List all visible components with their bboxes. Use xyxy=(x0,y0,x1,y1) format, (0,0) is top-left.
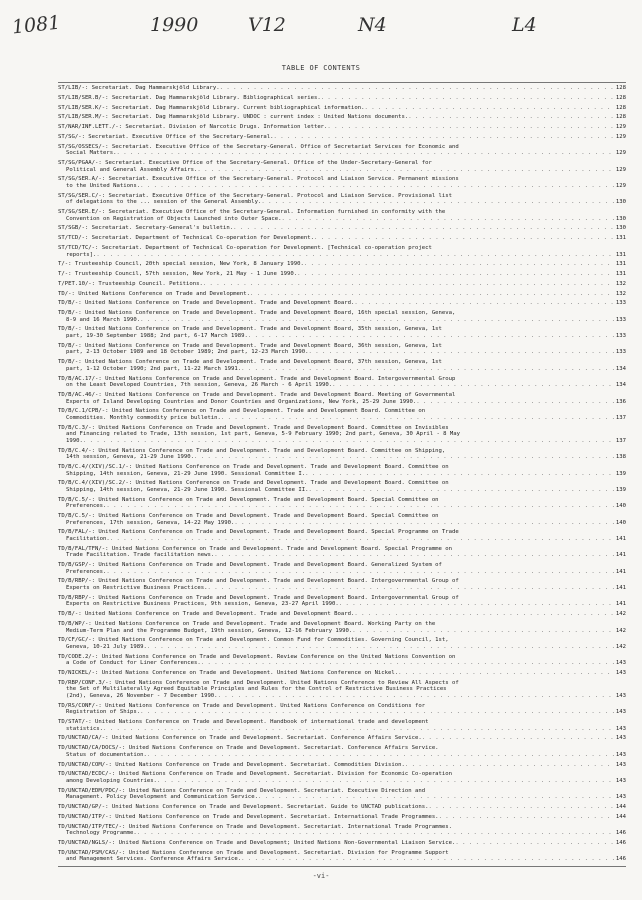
toc-entry xyxy=(58,814,626,821)
toc-entry-text: TD/B/AC.46/-: United Nations Conference on Trade and Development. Trade and Development Board. Meeting of Governmental xyxy=(58,391,456,398)
toc-page-number: 143 xyxy=(615,709,626,716)
toc-entry-text: TD/NICKEL/-: United Nations Conference on Trade and Development. United Nations Conference on Nickel. xyxy=(58,670,399,677)
toc-entry-text: a Code of Conduct for Liner Conferences. xyxy=(66,660,201,667)
toc-entry-text: TD/B/-: United Nations Conference on Trade and Development. Trade and Development Board, 35th session, Geneva, 1st xyxy=(58,326,442,333)
dot-leader xyxy=(106,503,613,510)
toc-entry xyxy=(58,144,626,157)
toc-entry-text: TD/B/C.3/-: United Nations Conference on Trade and Development. Trade and Development Board. Committee on Invisibles xyxy=(58,424,449,431)
handwritten-annotation: V12 xyxy=(248,14,286,36)
toc-entry-text: TD/UNCTAD/ITP/-: United Nations Conference on Trade and Development. Secretariat. International Trade Programmes. xyxy=(58,813,439,820)
toc-page-number: 142 xyxy=(615,611,626,618)
toc-entry xyxy=(58,621,626,634)
toc-entry xyxy=(58,497,626,510)
toc-entry-text: ST/SG/SER.A/-: Secretariat. Executive Office of the Secretary-General. Protocol and Liaison Service. Permanent missions xyxy=(58,176,459,183)
toc-entry-text: ST/SGB/-: Secretariat. Secretary-General's bulletin. xyxy=(58,225,234,232)
toc-page-number: 143 xyxy=(615,794,626,801)
table-of-contents xyxy=(58,85,626,863)
toc-page-number: 133 xyxy=(615,300,626,307)
bottom-rule xyxy=(58,866,626,867)
toc-entry-text: Experts on Restrictive Business Practices, 9th session, Geneva, 23-27 April 1990. xyxy=(66,601,339,608)
toc-page-number: 132 xyxy=(615,290,626,297)
toc-entry xyxy=(58,105,626,112)
toc-entry-text: Convention on Registration of Objects Launched into Outer Space. xyxy=(66,215,282,222)
toc-entry-text: part, 19-30 September 1988; 2nd part, 6-17 March 1989. xyxy=(66,333,248,340)
dot-leader xyxy=(201,660,614,667)
toc-entry xyxy=(58,176,626,189)
toc-entry-text: TD/B/C.4/(XIV)/SC.1/-: United Nations Conference on Trade and Development. Trade and Development Board. Committee on xyxy=(58,463,449,470)
dot-leader xyxy=(241,366,614,373)
toc-page-number: 137 xyxy=(615,414,626,421)
dot-leader xyxy=(354,300,614,307)
toc-entry-text: TD/B/C.5/-: United Nations Conference on Trade and Development. Trade and Development Board. Special Committee on xyxy=(58,513,439,520)
toc-page-number: 140 xyxy=(615,519,626,526)
toc-entry-text: Status of documentation. xyxy=(66,751,147,758)
toc-entry-text: TD/B/C.1/CPB/-: United Nations Conference on Trade and Development. Trade and Development Board. Committee on xyxy=(58,408,426,415)
dot-leader xyxy=(233,225,614,232)
toc-entry xyxy=(58,735,626,742)
dot-leader xyxy=(106,569,613,576)
toc-page-number: 141 xyxy=(615,552,626,559)
toc-page-number: 131 xyxy=(615,261,626,268)
dot-leader xyxy=(405,762,614,769)
toc-entry xyxy=(58,408,626,421)
dot-leader xyxy=(220,85,614,92)
toc-entry-text: ST/NAR/INF.LETT./-: Secretariat. Division of Narcotic Drugs. Information letter. xyxy=(58,124,328,131)
dot-leader xyxy=(439,814,614,821)
toc-page-number: 139 xyxy=(615,486,626,493)
toc-page-number: 139 xyxy=(615,470,626,477)
toc-page-number: 142 xyxy=(615,627,626,634)
toc-page-number: 131 xyxy=(615,251,626,258)
toc-entry-text: TD/B/GSP/-: United Nations Conference on Trade and Development. Trade and Development Board. Generalized System of xyxy=(58,562,442,569)
toc-page-number: 134 xyxy=(615,365,626,372)
toc-entry xyxy=(58,703,626,716)
dot-leader xyxy=(354,611,614,618)
toc-page-number: 140 xyxy=(615,503,626,510)
toc-entry xyxy=(58,271,626,278)
toc-page-number: 146 xyxy=(615,856,626,863)
dot-leader xyxy=(408,114,614,121)
toc-entry-text: TD/B/-: United Nations Conference on Trade and Development. Trade and Development Board. xyxy=(58,300,355,307)
dot-leader xyxy=(274,134,614,141)
toc-entry xyxy=(58,745,626,758)
toc-entry xyxy=(58,840,626,847)
dot-leader xyxy=(203,281,614,288)
toc-page-number: 129 xyxy=(615,133,626,140)
toc-entry-text: ST/SG/SER.E/-: Secretariat. Executive Office of the Secretary-General. Information furnished in conformity with the xyxy=(58,209,446,216)
toc-page-number: 129 xyxy=(615,182,626,189)
toc-page-number: 130 xyxy=(615,199,626,206)
dot-leader xyxy=(140,183,614,190)
toc-entry-text: to the United Nations. xyxy=(66,182,141,189)
toc-entry-text: TD/RBP/CONF.3/-: United Nations Conference on Trade and Development. United Nations Conference to Review All Aspects of xyxy=(58,679,459,686)
toc-entry-text: TD/B/FAL/-: United Nations Conference on Trade and Development. Trade and Development Board. Special Programme on Trade xyxy=(58,529,459,536)
toc-entry-text: TD/UNCTAD/NGLS/-: United Nations Conference on Trade and Development; United Nations Non-Governmental Liaison Service. xyxy=(58,839,456,846)
toc-page-number: 143 xyxy=(615,725,626,732)
handwritten-annotation: L4 xyxy=(512,14,537,36)
toc-page-number: 143 xyxy=(615,735,626,742)
toc-entry-text: Geneva, 10-21 July 1989. xyxy=(66,643,147,650)
dot-leader xyxy=(398,670,614,677)
toc-page-number: 143 xyxy=(615,670,626,677)
toc-entry-text: Facilitation. xyxy=(66,535,110,542)
toc-entry xyxy=(58,124,626,131)
toc-entry-text: 1990. xyxy=(66,437,83,444)
handwritten-annotation: 1990 xyxy=(150,14,199,36)
toc-entry-text: TD/B/C.4/-: United Nations Conference on Trade and Development. Trade and Development Board. Committee on Shipping, xyxy=(58,447,446,454)
toc-entry-text: of delegations to the ... session of the General Assembly. xyxy=(66,199,262,206)
dot-leader xyxy=(147,752,614,759)
toc-entry xyxy=(58,850,626,863)
toc-entry-text: TD/B/-: United Nations Conference on Trade and Development. Trade and Development Board, 37th session, Geneva, 1st xyxy=(58,359,442,366)
toc-entry xyxy=(58,513,626,526)
dot-leader xyxy=(321,95,614,102)
dot-leader xyxy=(364,105,613,112)
dot-leader xyxy=(314,235,614,242)
dot-leader xyxy=(455,840,613,847)
toc-page-number: 146 xyxy=(615,839,626,846)
toc-entry xyxy=(58,824,626,837)
toc-entry-text: statistics. xyxy=(66,725,104,732)
toc-page-number: 144 xyxy=(615,804,626,811)
dot-leader xyxy=(422,735,614,742)
toc-entry-text: TD/B/RBP/-: United Nations Conference on Trade and Development. Trade and Development Board. Intergovernmental Group of xyxy=(58,578,459,585)
toc-entry-text: ST/TCD/-: Secretariat. Department of Technical Co-operation for Development. xyxy=(58,235,314,242)
toc-entry xyxy=(58,392,626,405)
toc-entry-text: ST/TCD/TC/-: Secretariat. Department of Technical Co-operation for Development. [Technical co-operation project xyxy=(58,244,432,251)
toc-entry-text: TD/UNCTAD/CA/DOCS/-: United Nations Conference on Trade and Development. Secretariat. Conference Affairs Service. xyxy=(58,745,439,752)
toc-entry-text: 8-9 and 16 March 1990. xyxy=(66,316,141,323)
toc-entry xyxy=(58,546,626,559)
toc-page-number: 141 xyxy=(615,585,626,592)
dot-leader xyxy=(308,349,613,356)
dot-leader xyxy=(117,150,614,157)
toc-entry-text: ST/SG/SER.C/-: Secretariat. Executive Office of the Secretary-General. Protocol and Liaison Service. Provisional list xyxy=(58,192,453,199)
toc-entry xyxy=(58,281,626,288)
dot-leader xyxy=(214,552,614,559)
dot-leader xyxy=(297,271,614,278)
toc-entry xyxy=(58,310,626,323)
toc-entry xyxy=(58,480,626,493)
toc-entry-text: the Set of Multilaterally Agreed Equitable Principles and Rules for the Control of Restrictive Business Practices xyxy=(66,686,447,693)
toc-entry-text: and Financing related to Trade, 13th session, 1st part, Geneva, 5-9 February 1990; 2nd part, Geneva, 30 April - 8 May xyxy=(66,431,461,438)
toc-page-number: 129 xyxy=(615,124,626,131)
toc-entry xyxy=(58,85,626,92)
toc-page-number: 128 xyxy=(615,114,626,121)
toc-entry-text: TD/B/-: United Nations Conference on Trade and Development. Trade and Development Board, 16th special session, Geneva, xyxy=(58,310,456,317)
toc-entry-text: TD/B/RBP/-: United Nations Conference on Trade and Development. Trade and Development Board. Intergovernmental Group of xyxy=(58,594,459,601)
handwritten-annotation: N4 xyxy=(358,14,387,36)
toc-page-number: 134 xyxy=(615,382,626,389)
toc-entry-text: Management. Policy Development and Communication Service. xyxy=(66,794,258,801)
dot-leader xyxy=(218,693,614,700)
toc-entry-text: ST/SG/-: Secretariat. Executive Office of the Secretary-General. xyxy=(58,133,274,140)
dot-leader xyxy=(352,628,614,635)
toc-entry-text: reports]. xyxy=(66,251,97,258)
toc-page-number: 138 xyxy=(615,454,626,461)
dot-leader xyxy=(197,167,614,174)
toc-page-number: 132 xyxy=(615,280,626,287)
toc-entry xyxy=(58,611,626,618)
toc-entry-text: Commodities. Monthly commodity price bulletin. xyxy=(66,414,221,421)
toc-entry xyxy=(58,680,626,700)
toc-entry xyxy=(58,762,626,769)
toc-entry xyxy=(58,637,626,650)
toc-entry-text: Shipping, 14th session, Geneva, 21-29 June 1990. Sessional Committee II. xyxy=(66,486,309,493)
toc-entry-text: TD/UNCTAD/COM/-: United Nations Conference on Trade and Development. Secretariat. Commodities Division. xyxy=(58,761,405,768)
toc-entry xyxy=(58,300,626,307)
toc-entry xyxy=(58,654,626,667)
toc-entry-text: Medium-Term Plan and the Programme Budget, 19th session, Geneva, 12-16 February 1990. xyxy=(66,627,353,634)
toc-entry-text: TD/UNCTAD/EDM/PDC/-: United Nations Conference on Trade and Development. Secretariat. Executive Direction and xyxy=(58,787,426,794)
toc-page-number: 130 xyxy=(615,225,626,232)
dot-leader xyxy=(304,261,614,268)
toc-entry xyxy=(58,225,626,232)
toc-entry-text: T/-: Trusteeship Council, 57th session, New York, 21 May - 1 June 1990. xyxy=(58,271,298,278)
toc-entry-text: TD/B/C.5/-: United Nations Conference on Trade and Development. Trade and Development Board. Special Committee on xyxy=(58,496,439,503)
toc-page-number: 128 xyxy=(615,94,626,101)
dot-leader xyxy=(416,399,614,406)
dot-leader xyxy=(282,216,614,223)
toc-page-number: 130 xyxy=(615,215,626,222)
dot-leader xyxy=(241,856,614,863)
dot-leader xyxy=(258,794,614,801)
toc-entry xyxy=(58,95,626,102)
toc-entry-text: Registration of Ships. xyxy=(66,709,141,716)
dot-leader xyxy=(250,291,614,298)
toc-entry-text: among Developing Countries. xyxy=(66,777,157,784)
toc-entry-text: Preferences. xyxy=(66,503,107,510)
toc-entry-text: ST/SG/OSSECS/-: Secretariat. Executive Office of the Secretary-General. Office of Secretariat Services for Economic and xyxy=(58,143,459,150)
toc-entry-text: TD/UNCTAD/GP/-: United Nations Conference on Trade and Development. Secretariat. Guide to UNCTAD publications. xyxy=(58,804,429,811)
toc-entry-text: TD/B/C.4/(XIV)/SC.2/-: United Nations Conference on Trade and Development. Trade and Development Board. Committee on xyxy=(58,480,449,487)
toc-entry xyxy=(58,326,626,339)
toc-entry xyxy=(58,209,626,222)
toc-page-number: 131 xyxy=(615,235,626,242)
toc-entry-text: T/-: Trusteeship Council, 20th special session, New York, 8 January 1990. xyxy=(58,261,304,268)
toc-page-number: 137 xyxy=(615,437,626,444)
toc-entry-text: TD/UNCTAD/CA/-: United Nations Conference on Trade and Development. Secretariat. Conference Affairs Service. xyxy=(58,735,422,742)
toc-entry-text: 14th session, Geneva, 21-29 June 1990. xyxy=(66,454,194,461)
toc-entry xyxy=(58,376,626,389)
toc-entry xyxy=(58,448,626,461)
toc-page-number: 129 xyxy=(615,166,626,173)
handwritten-annotation: 1081 xyxy=(10,11,62,39)
toc-page-number: 133 xyxy=(615,333,626,340)
toc-entry-text: ST/SG/PGAA/-: Secretariat. Executive Office of the Secretary-General. Office of the Under-Secretary-General for xyxy=(58,159,432,166)
toc-entry-text: ST/LIB/SER.B/-: Secretariat. Dag Hammarskjöld Library. Bibliographical series. xyxy=(58,94,321,101)
toc-page-number: 128 xyxy=(615,104,626,111)
dot-leader xyxy=(207,585,613,592)
dot-leader xyxy=(140,317,614,324)
toc-page-number: 141 xyxy=(615,601,626,608)
toc-entry-text: ST/LIB/-: Secretariat. Dag Hammarskjöld Library. xyxy=(58,85,220,91)
toc-entry xyxy=(58,788,626,801)
toc-entry-text: part, 2-13 October 1989 and 18 October 1989; 2nd part, 12-23 March 1990. xyxy=(66,349,309,356)
toc-page-number: 143 xyxy=(615,777,626,784)
dot-leader xyxy=(137,830,614,837)
dot-leader xyxy=(234,520,614,527)
toc-page-number: 142 xyxy=(615,643,626,650)
toc-entry-text: TD/B/-: United Nations Conference on Trade and Development. Trade and Development Board, 36th session, Geneva, 1st xyxy=(58,342,442,349)
toc-entry xyxy=(58,719,626,732)
toc-entry xyxy=(58,562,626,575)
toc-entry xyxy=(58,235,626,242)
toc-entry-text: Social Matters. xyxy=(66,150,117,157)
toc-entry-text: ST/LIB/SER.M/-: Secretariat. Dag Hammarskjöld Library. UNDOC : current index : United Nations documents. xyxy=(58,114,409,121)
dot-leader xyxy=(110,536,614,543)
toc-entry-text: TD/STAT/-: United Nations Conference on Trade and Development. Handbook of international trade and development xyxy=(58,719,429,726)
toc-page-number: 141 xyxy=(615,568,626,575)
dot-leader xyxy=(308,487,613,494)
toc-entry-text: TD/UNCTAD/PSM/CAS/-: United Nations Conference on Trade and Development. Secretariat. Division for Programme Support xyxy=(58,849,449,856)
toc-entry xyxy=(58,670,626,677)
toc-entry xyxy=(58,291,626,298)
toc-page-number: 143 xyxy=(615,692,626,699)
toc-entry xyxy=(58,134,626,141)
toc-entry-text: TD/CF/GC/-: United Nations Conference on Trade and Development. Common Fund for Commodities. Governing Council, 1st, xyxy=(58,637,449,644)
toc-entry-text: on the Least Developed Countries, 7th session, Geneva, 26 March - 6 April 1990. xyxy=(66,382,333,389)
dot-leader xyxy=(332,382,614,389)
toc-page-number: 146 xyxy=(615,830,626,837)
dot-leader xyxy=(157,778,614,785)
dot-leader xyxy=(194,454,614,461)
toc-entry-text: and Management Services. Conference Affairs Service. xyxy=(66,856,242,863)
toc-page-number: 133 xyxy=(615,349,626,356)
toc-entry-text: TD/CODE.2/-: United Nations Conference on Trade and Development. Review Conference on the United Nations Convention on xyxy=(58,653,456,660)
toc-entry-text: TD/B/WP/-: United Nations Conference on Trade and Development. Trade and Development Board. Working Party on the xyxy=(58,620,436,627)
toc-entry-text: ST/LIB/SER.K/-: Secretariat. Dag Hammarskjöld Library. Current bibliographical information. xyxy=(58,104,365,111)
toc-entry xyxy=(58,578,626,591)
toc-entry xyxy=(58,425,626,445)
toc-entry-text: Shipping, 14th session, Geneva, 21-29 June 1990. Sessional Committee I. xyxy=(66,470,306,477)
dot-leader xyxy=(327,124,613,131)
dot-leader xyxy=(147,644,614,651)
toc-entry xyxy=(58,245,626,258)
dot-leader xyxy=(261,199,614,206)
toc-entry xyxy=(58,160,626,173)
dot-leader xyxy=(140,709,614,716)
dot-leader xyxy=(103,726,614,733)
toc-page-number: 131 xyxy=(615,271,626,278)
toc-entry xyxy=(58,464,626,477)
toc-page-number: 141 xyxy=(615,535,626,542)
toc-entry xyxy=(58,804,626,811)
toc-page-number: 144 xyxy=(615,813,626,820)
toc-page-number: 129 xyxy=(615,150,626,157)
toc-entry xyxy=(58,114,626,121)
toc-page-number: 128 xyxy=(615,85,626,91)
toc-page-number: 133 xyxy=(615,316,626,323)
dot-leader xyxy=(221,415,614,422)
dot-leader xyxy=(96,252,614,259)
dot-leader xyxy=(83,438,614,445)
toc-entry xyxy=(58,771,626,784)
toc-entry-text: Experts on Restrictive Business Practices. xyxy=(66,585,208,592)
toc-entry-text: TD/RS/CONF/-: United Nations Conference on Trade and Development. United Nations Conference on Conditions for xyxy=(58,702,426,709)
toc-entry xyxy=(58,359,626,372)
top-rule xyxy=(58,82,626,83)
toc-entry-text: Preferences, 17th session, Geneva, 14-22 May 1990. xyxy=(66,519,235,526)
page-number: -vi- xyxy=(312,872,330,880)
dot-leader xyxy=(428,804,613,811)
toc-entry xyxy=(58,529,626,542)
toc-entry-text: Preferences. xyxy=(66,568,107,575)
toc-page-number: 143 xyxy=(615,660,626,667)
toc-entry-text: TD/UNCTAD/ECDC/-: United Nations Conference on Trade and Development. Secretariat. Division for Economic Co-operation xyxy=(58,771,453,778)
toc-entry xyxy=(58,193,626,206)
toc-entry-text: TD/UNCTAD/ITP/TEC/-: United Nations Conference on Trade and Development. Secretariat. International Trade Programmes. xyxy=(58,823,453,830)
toc-entry xyxy=(58,595,626,608)
toc-entry-text: Experts of Island Developing Countries and Donor Countries and Organizations, New York, 25-29 June 1990. xyxy=(66,398,417,405)
toc-page-number: 136 xyxy=(615,398,626,405)
toc-page-number: 143 xyxy=(615,761,626,768)
toc-entry-text: TD/B/AC.17/-: United Nations Conference on Trade and Development. Trade and Development Board. Intergovernmental Group xyxy=(58,375,456,382)
toc-entry-text: part, 1-12 October 1990; 2nd part, 11-22 March 1991. xyxy=(66,365,242,372)
toc-entry-text: Technology Programme. xyxy=(66,830,137,837)
page-title: TABLE OF CONTENTS xyxy=(281,64,361,72)
toc-entry xyxy=(58,261,626,268)
dot-leader xyxy=(305,471,614,478)
toc-entry-text: (2nd), Geneva, 26 November - 7 December 1990. xyxy=(66,692,218,699)
toc-entry-text: TD/B/-: United Nations Conference on Trade and Development. Trade and Development Board. xyxy=(58,611,355,618)
toc-entry-text: Political and General Assembly Affairs. xyxy=(66,166,198,173)
toc-entry-text: T/PET.10/-: Trusteeship Council. Petitions. xyxy=(58,280,203,287)
toc-entry-text: Trade Facilitation. Trade facilitation news. xyxy=(66,552,215,559)
dot-leader xyxy=(248,333,614,340)
toc-entry-text: TD/B/FAL/TFN/-: United Nations Conference on Trade and Development. Trade and Development Board. Special Programme on xyxy=(58,545,453,552)
toc-entry-text: TD/-: United Nations Conference on Trade and Development. xyxy=(58,290,250,297)
toc-page-number: 143 xyxy=(615,751,626,758)
dot-leader xyxy=(339,601,614,608)
toc-entry xyxy=(58,343,626,356)
